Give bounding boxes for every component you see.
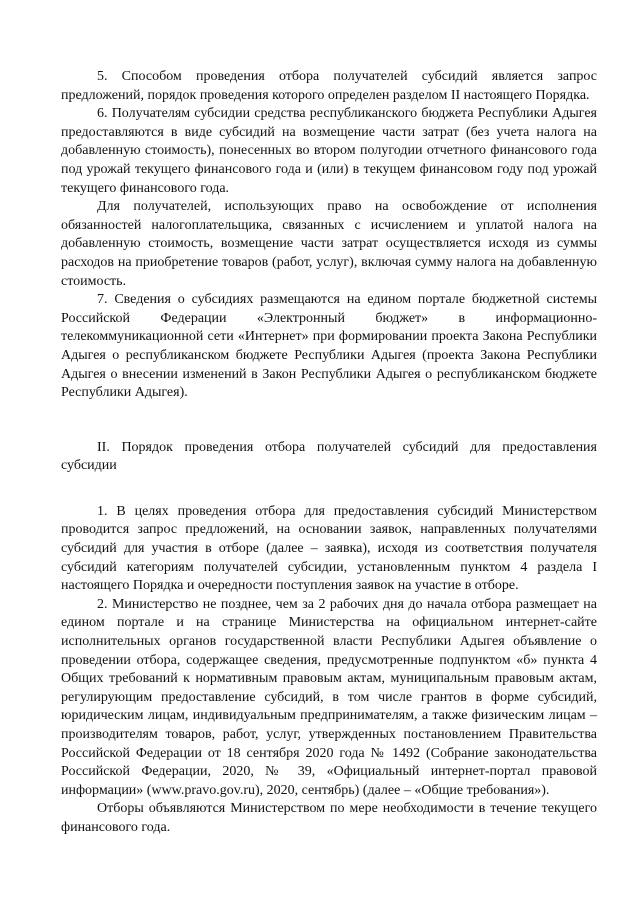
section-2-paragraph-2: 2. Министерство не позднее, чем за 2 рабочих дня до начала отбора размещает на едином портале и на странице Министерства на официальном интернет-сайте исполнительных органов государственной власти Республики Адыгея объявление о проведении отбора, содержащее сведения, предусмотренные подпунктом «б» пункта 4 Общих требований к нормативным правовым актам, муниципальным правовым актам, регулирующим предоставление субсидий, в том числе грантов в форме субсидий, юридическим лицам, индивидуальным предпринимателям, а также физическим лицам – производителям товаров, работ, услуг, утвержденных постановлением Правительства Российской Федерации от 18 сентября 2020 года № 1492 (Собрание законодательства Российской Федерации, 2020, № 39, «Официальный интернет-портал правовой информации» (www.pravo.gov.ru), 2020, сентябрь) (далее – «Общие требования»).	[61, 596, 597, 798]
document-body	[61, 68, 597, 838]
paragraph-7: 7. Сведения о субсидиях размещаются на едином портале бюджетной системы Российской Федерации «Электронный бюджет» в информационно-телекоммуникационной сети «Интернет» при формировании проекта Закона Республики Адыгея о республиканском бюджете Республики Адыгея (проекта Закона Республики Адыгея о внесении изменений в Закон Республики Адыгея о республиканском бюджете Республики Адыгея).	[61, 292, 597, 401]
paragraph-5: 5. Способом проведения отбора получателей субсидий является запрос предложений, порядок проведения которого определен разделом II настоящего Порядка.	[61, 69, 597, 103]
section-2-heading: II. Порядок проведения отбора получателей субсидий для предоставления субсидии	[61, 439, 597, 474]
section-2-paragraph-1: 1. В целях проведения отбора для предоставления субсидий Министерством проводится запрос предложений, на основании заявок, направленных получателями субсидий для участия в отборе (далее – заявка), исходя из соответствия получателя субсидий категориям получателей субсидии, установленным пунктом 4 раздела I настоящего Порядка и очередности поступления заявок на участие в отборе.	[61, 503, 597, 594]
paragraph-6: 6. Получателям субсидии средства республиканского бюджета Республики Адыгея предоставляются в виде субсидий на возмещение части затрат (без учета налога на добавленную стоимость), понесенных во втором полугодии отчетного финансового года под урожай текущего финансового года и (или) в текущем финансовом году под урожай текущего финансового года.	[61, 106, 597, 196]
paragraph-6-vat-clause: Для получателей, использующих право на освобождение от исполнения обязанностей налогоплательщика, связанных с исчислением и уплатой налога на добавленную стоимость, возмещение части затрат осуществляется исходя из суммы расходов на приобретение товаров (работ, услуг), включая сумму налога на добавленную стоимость.	[61, 199, 597, 289]
section-2-paragraph-2-note: Отборы объявляются Министерством по мере необходимости в течение текущего финансового года.	[61, 801, 597, 835]
